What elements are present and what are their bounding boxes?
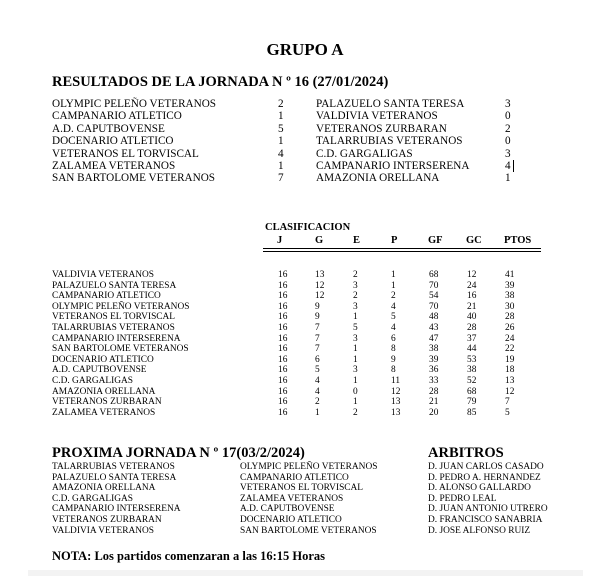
cell-p: 4 bbox=[391, 301, 396, 312]
cell-pts: 12 bbox=[505, 386, 515, 397]
result-away-goals: 2 bbox=[505, 122, 511, 135]
cell-gc: 12 bbox=[467, 270, 477, 280]
cell-j: 16 bbox=[278, 333, 288, 344]
cell-gc: 44 bbox=[467, 344, 477, 355]
result-away-goals-value: 4 bbox=[505, 160, 511, 173]
referee-name: D. PEDRO LEAL bbox=[428, 493, 497, 504]
cell-gc: 37 bbox=[467, 333, 477, 344]
result-home-goals: 1 bbox=[278, 135, 284, 148]
cell-j: 16 bbox=[278, 312, 288, 323]
cell-j: 16 bbox=[278, 386, 288, 397]
next-round-away-teams bbox=[240, 462, 377, 536]
results-away-goals bbox=[505, 98, 514, 185]
standings-col-gc bbox=[467, 270, 476, 418]
cell-pts: 24 bbox=[505, 333, 515, 344]
results-home-goals bbox=[278, 98, 284, 185]
fixture-away-team: ZALAMEA VETERANOS bbox=[240, 493, 344, 504]
cell-pts: 5 bbox=[505, 407, 510, 418]
cell-gf: 68 bbox=[429, 270, 439, 280]
page-bottom-strip bbox=[28, 570, 583, 576]
cell-e: 3 bbox=[353, 365, 358, 376]
fixture-home-team: VETERANOS ZURBARAN bbox=[52, 514, 162, 525]
cell-p: 12 bbox=[391, 386, 401, 397]
cell-g: 7 bbox=[315, 333, 320, 344]
cell-e: 3 bbox=[353, 301, 358, 312]
standings-team: SAN BARTOLOME VETERANOS bbox=[52, 344, 189, 355]
cell-e: 5 bbox=[353, 322, 358, 333]
result-away-goals: 0 bbox=[505, 110, 511, 123]
result-away-goals bbox=[505, 160, 514, 172]
cell-g: 12 bbox=[315, 280, 325, 291]
standings-team: OLYMPIC PELEÑO VETERANOS bbox=[52, 301, 190, 312]
standings-teams bbox=[52, 270, 189, 418]
result-home-goals: 1 bbox=[278, 160, 284, 173]
cell-j: 16 bbox=[278, 365, 288, 376]
fixture-away-team: OLYMPIC PELEÑO VETERANOS bbox=[240, 462, 378, 472]
result-away-team: VALDIVIA VETERANOS bbox=[316, 110, 438, 123]
result-home-goals: 4 bbox=[278, 147, 284, 160]
cell-j: 16 bbox=[278, 375, 288, 386]
col-header-g: G bbox=[315, 235, 324, 246]
standings-col-pts bbox=[505, 270, 514, 418]
cell-g: 9 bbox=[315, 301, 320, 312]
fixture-home-team: C.D. GARGALIGAS bbox=[52, 493, 133, 504]
cell-e: 2 bbox=[353, 407, 358, 418]
cell-e: 1 bbox=[353, 397, 358, 408]
result-away-team: PALAZUELO SANTA TERESA bbox=[316, 98, 465, 110]
result-home-goals: 7 bbox=[278, 172, 284, 185]
cell-gf: 21 bbox=[429, 397, 439, 408]
standings-col-j bbox=[278, 270, 287, 418]
fixture-home-team: VALDIVIA VETERANOS bbox=[52, 525, 154, 536]
standings-team: VETERANOS EL TORVISCAL bbox=[52, 312, 176, 323]
cell-gc: 24 bbox=[467, 280, 477, 291]
fixture-home-team: PALAZUELO SANTA TERESA bbox=[52, 472, 177, 483]
result-home-team: VETERANOS EL TORVISCAL bbox=[52, 147, 199, 160]
cell-p: 13 bbox=[391, 407, 401, 418]
cell-gf: 48 bbox=[429, 312, 439, 323]
result-away-goals: 0 bbox=[505, 135, 511, 148]
cell-g: 7 bbox=[315, 322, 320, 333]
cell-g: 9 bbox=[315, 312, 320, 323]
cell-p: 6 bbox=[391, 333, 396, 344]
standings-col-e bbox=[353, 270, 358, 418]
fixture-away-team: CAMPANARIO ATLETICO bbox=[240, 472, 349, 483]
col-header-gc: GC bbox=[466, 235, 482, 246]
cell-g: 4 bbox=[315, 375, 320, 386]
cell-e: 1 bbox=[353, 354, 358, 365]
cell-pts: 13 bbox=[505, 375, 515, 386]
cell-e: 0 bbox=[353, 386, 358, 397]
cell-p: 2 bbox=[391, 291, 396, 302]
header-divider bbox=[263, 248, 541, 252]
cell-j: 16 bbox=[278, 397, 288, 408]
cell-j: 16 bbox=[278, 291, 288, 302]
standings-team: CAMPANARIO INTERSERENA bbox=[52, 333, 181, 344]
cell-gf: 47 bbox=[429, 333, 439, 344]
result-away-team: AMAZONIA ORELLANA bbox=[316, 172, 440, 185]
standings-team: PALAZUELO SANTA TERESA bbox=[52, 280, 177, 291]
cell-j: 16 bbox=[278, 280, 288, 291]
cell-g: 7 bbox=[315, 344, 320, 355]
result-home-team: CAMPANARIO ATLETICO bbox=[52, 110, 182, 123]
cell-gf: 70 bbox=[429, 301, 439, 312]
result-away-team: TALARRUBIAS VETERANOS bbox=[316, 135, 463, 148]
cell-p: 8 bbox=[391, 365, 396, 376]
cell-p: 8 bbox=[391, 344, 396, 355]
cell-p: 11 bbox=[391, 375, 401, 386]
cell-pts: 19 bbox=[505, 354, 515, 365]
fixture-home-team: CAMPANARIO INTERSERENA bbox=[52, 504, 181, 515]
cell-gc: 21 bbox=[467, 301, 477, 312]
cell-e: 1 bbox=[353, 344, 358, 355]
cell-e: 3 bbox=[353, 280, 358, 291]
referee-name: D. FRANCISCO SANABRIA bbox=[428, 514, 543, 525]
referee-name: D. PEDRO A. HERNANDEZ bbox=[428, 472, 541, 483]
cell-pts: 7 bbox=[505, 397, 510, 408]
col-header-e: E bbox=[353, 235, 361, 246]
cell-g: 13 bbox=[315, 270, 325, 280]
cell-p: 1 bbox=[391, 280, 396, 291]
standings-team: ZALAMEA VETERANOS bbox=[52, 407, 156, 418]
referees-heading: ARBITROS bbox=[428, 445, 504, 461]
cell-pts: 30 bbox=[505, 301, 515, 312]
result-away-team: CAMPANARIO INTERSERENA bbox=[316, 160, 470, 173]
col-header-ptos: PTOS bbox=[504, 235, 532, 246]
result-away-team: VETERANOS ZURBARAN bbox=[316, 122, 447, 135]
cell-gf: 33 bbox=[429, 375, 439, 386]
fixture-away-team: A.D. CAPUTBOVENSE bbox=[240, 504, 335, 515]
col-header-gf: GF bbox=[428, 235, 443, 246]
referees-list bbox=[428, 462, 548, 536]
fixture-away-team: SAN BARTOLOME VETERANOS bbox=[240, 525, 377, 536]
standings-team: A.D. CAPUTBOVENSE bbox=[52, 365, 147, 376]
cell-gc: 38 bbox=[467, 365, 477, 376]
text-cursor bbox=[513, 160, 514, 172]
cell-j: 16 bbox=[278, 407, 288, 418]
cell-pts: 41 bbox=[505, 270, 515, 280]
cell-pts: 28 bbox=[505, 312, 515, 323]
referee-name: D. ALONSO GALLARDO bbox=[428, 483, 531, 494]
cell-g: 5 bbox=[315, 365, 320, 376]
cell-gc: 79 bbox=[467, 397, 477, 408]
cell-gf: 43 bbox=[429, 322, 439, 333]
cell-g: 4 bbox=[315, 386, 320, 397]
result-home-team: OLYMPIC PELEÑO VETERANOS bbox=[52, 98, 217, 110]
cell-gc: 28 bbox=[467, 322, 477, 333]
standings-team: C.D. GARGALIGAS bbox=[52, 375, 133, 386]
cell-g: 6 bbox=[315, 354, 320, 365]
cell-gf: 28 bbox=[429, 386, 439, 397]
referee-name: D. JUAN ANTONIO UTRERO bbox=[428, 504, 548, 515]
cell-gc: 52 bbox=[467, 375, 477, 386]
cell-p: 1 bbox=[391, 270, 396, 280]
standings-team: DOCENARIO ATLETICO bbox=[52, 354, 154, 365]
next-round-heading: PROXIMA JORNADA N º 17(03/2/2024) bbox=[52, 445, 305, 461]
standings-col-gf bbox=[429, 270, 438, 418]
col-header-j: J bbox=[277, 235, 283, 246]
cell-e: 1 bbox=[353, 312, 358, 323]
next-round-home-teams bbox=[52, 462, 181, 536]
result-away-team: C.D. GARGALIGAS bbox=[316, 147, 413, 160]
standings-team: VALDIVIA VETERANOS bbox=[52, 270, 154, 280]
standings-heading: CLASIFICACION bbox=[265, 222, 351, 233]
cell-g: 1 bbox=[315, 407, 320, 418]
standings-team: CAMPANARIO ATLETICO bbox=[52, 291, 161, 302]
cell-j: 16 bbox=[278, 344, 288, 355]
cell-gc: 53 bbox=[467, 354, 477, 365]
cell-gc: 68 bbox=[467, 386, 477, 397]
cell-g: 2 bbox=[315, 397, 320, 408]
result-home-team: SAN BARTOLOME VETERANOS bbox=[52, 172, 216, 185]
result-home-team: A.D. CAPUTBOVENSE bbox=[52, 122, 165, 135]
cell-gc: 40 bbox=[467, 312, 477, 323]
standings-team: AMAZONIA ORELLANA bbox=[52, 386, 156, 397]
standings-team: VETERANOS ZURBARAN bbox=[52, 397, 162, 408]
cell-p: 9 bbox=[391, 354, 396, 365]
fixture-away-team: DOCENARIO ATLETICO bbox=[240, 514, 342, 525]
cell-e: 2 bbox=[353, 270, 358, 280]
referee-name: D. JOSE ALFONSO RUIZ bbox=[428, 525, 531, 536]
result-home-goals: 5 bbox=[278, 122, 284, 135]
cell-gf: 39 bbox=[429, 354, 439, 365]
cell-gf: 54 bbox=[429, 291, 439, 302]
standings-col-g bbox=[315, 270, 324, 418]
cell-p: 13 bbox=[391, 397, 401, 408]
result-home-team: DOCENARIO ATLETICO bbox=[52, 135, 174, 148]
cell-pts: 26 bbox=[505, 322, 515, 333]
result-home-goals: 2 bbox=[278, 98, 284, 110]
cell-pts: 38 bbox=[505, 291, 515, 302]
cell-e: 2 bbox=[353, 291, 358, 302]
cell-g: 12 bbox=[315, 291, 325, 302]
result-away-goals: 3 bbox=[505, 98, 511, 110]
cell-e: 1 bbox=[353, 375, 358, 386]
fixture-home-team: TALARRUBIAS VETERANOS bbox=[52, 462, 175, 472]
cell-pts: 18 bbox=[505, 365, 515, 376]
cell-gf: 70 bbox=[429, 280, 439, 291]
cell-e: 3 bbox=[353, 333, 358, 344]
cell-gf: 36 bbox=[429, 365, 439, 376]
footer-note: NOTA: Los partidos comenzaran a las 16:15 Horas bbox=[52, 549, 326, 563]
result-home-goals: 1 bbox=[278, 110, 284, 123]
standings-team: TALARRUBIAS VETERANOS bbox=[52, 322, 175, 333]
cell-gf: 38 bbox=[429, 344, 439, 355]
result-away-goals: 3 bbox=[505, 147, 511, 160]
cell-gc: 16 bbox=[467, 291, 477, 302]
cell-p: 5 bbox=[391, 312, 396, 323]
cell-gf: 20 bbox=[429, 407, 439, 418]
referee-name: D. JUAN CARLOS CASADO bbox=[428, 462, 544, 472]
cell-gc: 85 bbox=[467, 407, 477, 418]
results-away-teams bbox=[316, 98, 469, 185]
result-away-goals: 1 bbox=[505, 172, 511, 185]
cell-p: 4 bbox=[391, 322, 396, 333]
results-heading: RESULTADOS DE LA JORNADA N º 16 (27/01/2024) bbox=[52, 74, 389, 90]
col-header-p: P bbox=[391, 235, 398, 246]
cell-j: 16 bbox=[278, 301, 288, 312]
results-home-teams bbox=[52, 98, 216, 185]
cell-pts: 39 bbox=[505, 280, 515, 291]
cell-j: 16 bbox=[278, 322, 288, 333]
cell-j: 16 bbox=[278, 270, 288, 280]
page-title: GRUPO A bbox=[266, 40, 344, 59]
cell-pts: 22 bbox=[505, 344, 515, 355]
standings-col-p bbox=[391, 270, 400, 418]
fixture-home-team: AMAZONIA ORELLANA bbox=[52, 483, 156, 494]
fixture-away-team: VETERANOS EL TORVISCAL bbox=[240, 483, 364, 494]
result-home-team: ZALAMEA VETERANOS bbox=[52, 160, 176, 173]
cell-j: 16 bbox=[278, 354, 288, 365]
